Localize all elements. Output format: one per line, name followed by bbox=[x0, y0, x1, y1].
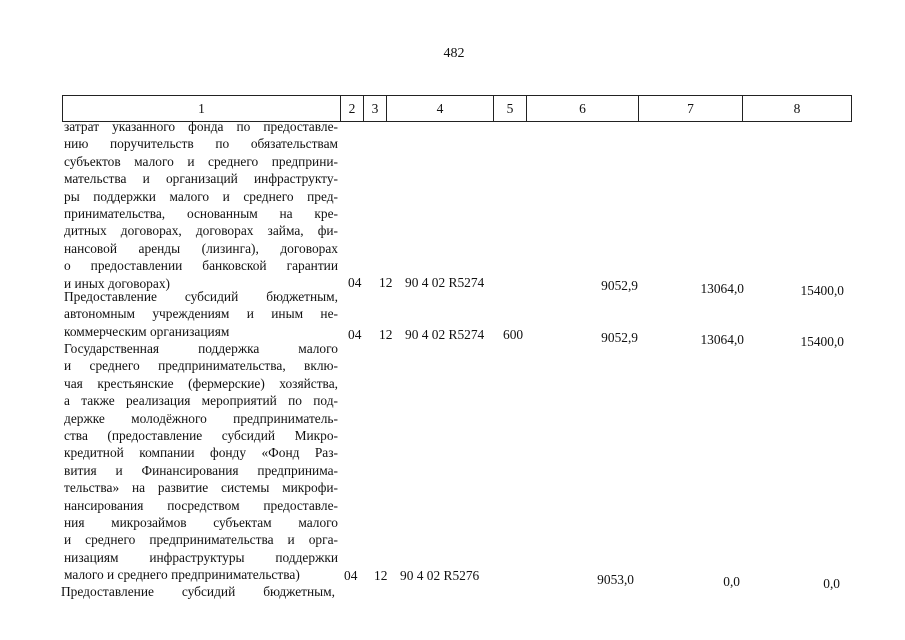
row-2-target-code: 90 4 02 R5274 bbox=[405, 327, 485, 342]
row-2-amount-8: 15400,0 bbox=[800, 334, 844, 349]
page-number: 482 bbox=[443, 46, 465, 61]
row-2-line: автономным учреждениям и иным не- bbox=[64, 306, 338, 322]
row-2-line: Предоставление субсидий бюджетным, bbox=[64, 289, 338, 304]
row-3-line: ства (предоставление субсидий Микро- bbox=[64, 428, 338, 444]
row-3-amount-8: 0,0 bbox=[823, 576, 840, 591]
row-3-line: чая крестьянские (фермерские) хозяйства, bbox=[64, 375, 338, 391]
column-header-6: 6 bbox=[527, 96, 639, 122]
row-3-description bbox=[64, 340, 338, 584]
row-2-subsection: 12 bbox=[379, 327, 393, 342]
row-1-section: 04 bbox=[348, 275, 362, 290]
row-3-line: тельства» на развитие системы микрофи- bbox=[64, 480, 338, 496]
row-3-line: а также реализация мероприятий по под- bbox=[64, 393, 338, 409]
row-3-amount-7: 0,0 bbox=[723, 574, 740, 589]
column-header-7: 7 bbox=[639, 96, 743, 122]
column-header-2: 2 bbox=[341, 96, 364, 122]
row-3-line: и среднего предпринимательства и орга- bbox=[64, 532, 338, 548]
row-1-line: ры поддержки малого и среднего пред- bbox=[64, 188, 338, 204]
row-2-expense-type: 600 bbox=[503, 327, 524, 342]
row-2-section: 04 bbox=[348, 327, 362, 342]
row-1-line: нансовой аренды (лизинга), договорах bbox=[64, 240, 338, 256]
row-1-line: дитных договорах, договорах займа, фи- bbox=[64, 223, 338, 239]
row-1-description bbox=[64, 118, 338, 292]
row-1-line: и иных договорах) bbox=[64, 275, 170, 291]
row-3-line: вития и Финансирования предпринима- bbox=[64, 462, 338, 478]
row-3-section: 04 bbox=[344, 568, 358, 583]
row-3-line: Государственная поддержка малого bbox=[64, 341, 338, 356]
row-3-amount-6: 9053,0 bbox=[597, 572, 634, 587]
column-header-4: 4 bbox=[387, 96, 494, 122]
row-2-description bbox=[64, 288, 338, 340]
row-3-line: кредитной компании фонду «Фонд Раз- bbox=[64, 445, 338, 461]
column-header-1: 1 bbox=[63, 96, 341, 122]
row-3-line: низациям инфраструктуры поддержки bbox=[64, 549, 338, 565]
row-3-line: нансирования посредством предоставле- bbox=[64, 497, 338, 513]
row-3-line: малого и среднего предпринимательства) bbox=[64, 567, 300, 583]
row-3-line: и среднего предпринимательства, вклю- bbox=[64, 358, 338, 374]
row-3-target-code: 90 4 02 R5276 bbox=[400, 568, 480, 583]
row-1-subsection: 12 bbox=[379, 275, 393, 290]
row-1-target-code: 90 4 02 R5274 bbox=[405, 275, 485, 290]
row-1-line: нию поручительств по обязательствам bbox=[64, 136, 338, 152]
column-header-5: 5 bbox=[494, 96, 527, 122]
row-1-line: принимательства, основанным на кре- bbox=[64, 206, 338, 222]
row-1-line: затрат указанного фонда по предоставле- bbox=[64, 119, 338, 134]
row-1-line: субъектов малого и среднего предприни- bbox=[64, 153, 338, 169]
row-1-amount-8: 15400,0 bbox=[800, 283, 844, 298]
column-header-8: 8 bbox=[743, 96, 852, 122]
row-2-amount-6: 9052,9 bbox=[601, 330, 638, 345]
row-1-line: о предоставлении банковской гарантии bbox=[64, 258, 338, 274]
row-1-amount-7: 13064,0 bbox=[700, 281, 744, 296]
row-2-line: коммерческим организациям bbox=[64, 323, 230, 339]
row-3-subsection: 12 bbox=[374, 568, 388, 583]
row-2-amount-7: 13064,0 bbox=[700, 332, 744, 347]
row-3-line: ния микрозаймов субъектам малого bbox=[64, 515, 338, 531]
row-3-line: держке молодёжного предприниматель- bbox=[64, 410, 338, 426]
row-4-description bbox=[61, 583, 335, 600]
row-1-line: мательства и организаций инфраструкту- bbox=[64, 171, 338, 187]
column-header-3: 3 bbox=[364, 96, 387, 122]
row-4-line: Предоставление субсидий бюджетным, bbox=[61, 584, 335, 599]
row-1-amount-6: 9052,9 bbox=[601, 278, 638, 293]
